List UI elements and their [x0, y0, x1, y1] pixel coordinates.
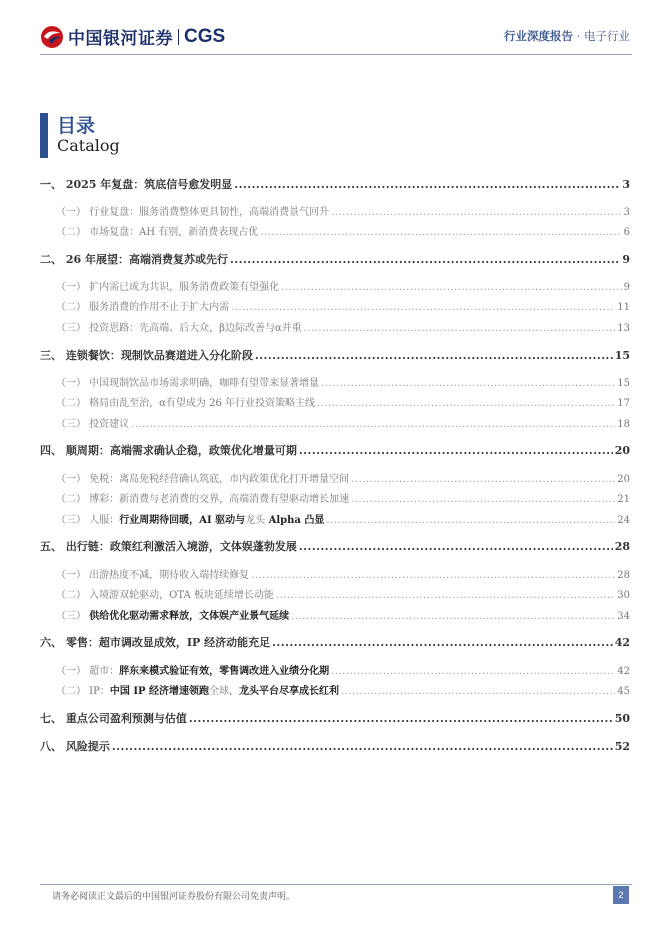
toc-leader-dots [234, 178, 620, 191]
toc-title-en: Catalog [57, 136, 120, 155]
toc-entry-label: （二） 博彩：新消费与老消费的交界，高端消费有望驱动增长加速 [56, 494, 350, 505]
toc-page-number: 13 [617, 323, 630, 334]
toc-subsection-link[interactable] [40, 511, 630, 529]
toc-page-number: 52 [614, 740, 630, 753]
toc-page-number: 42 [614, 636, 630, 649]
toc-leader-dots [321, 378, 615, 389]
industry-label: 电子行业 [584, 29, 630, 43]
toc-entry-label [56, 682, 339, 697]
logo-icon [40, 25, 64, 49]
toc-page-number: 6 [623, 227, 630, 238]
toc-entry-segment: 行业周期待回暖，AI 驱动与 [119, 515, 246, 526]
toc-leader-dots [251, 570, 615, 581]
logo-text-cn: 中国银河证券 [68, 29, 173, 49]
toc-title-cn: 目录 [57, 115, 96, 137]
toc-page-number: 28 [614, 540, 630, 553]
toc-leader-dots [281, 282, 621, 293]
toc-page-number: 50 [614, 712, 630, 725]
toc-leader-dots [299, 444, 613, 457]
toc-entry-label: 二、 26 年展望：高端消费复苏或先行 [40, 253, 228, 266]
toc-entry-label [56, 662, 329, 677]
toc-subsection-link[interactable] [40, 319, 630, 337]
toc-subsection-link[interactable] [40, 566, 630, 584]
toc-subsection-link[interactable] [40, 298, 630, 316]
toc-leader-dots [351, 474, 615, 485]
toc-entry-segment: 全球， [209, 686, 240, 697]
toc-subsection-link[interactable] [40, 490, 630, 508]
toc-entry-segment: （三） [56, 611, 90, 622]
toc-section-link[interactable] [40, 347, 630, 365]
logo-text-en: CGS [184, 25, 226, 47]
toc-subsection-link[interactable] [40, 607, 630, 625]
toc-leader-dots [341, 686, 615, 697]
toc-entry-label: 四、 顺周期：高端需求确认企稳，政策优化增量可期 [40, 444, 297, 457]
toc-page-number: 20 [617, 474, 630, 485]
toc-entry-segment: 中国 IP 经济增速领跑 [109, 686, 210, 697]
toc-section-link[interactable] [40, 634, 630, 652]
toc-entry-label [56, 511, 324, 526]
toc-leader-dots [331, 666, 615, 677]
toc-entry-label: （一） 免税：离岛免税经营确认筑底，市内政策优化打开增量空间 [56, 474, 350, 485]
toc-section-link[interactable] [40, 538, 630, 556]
toc-section-link[interactable] [40, 176, 630, 194]
toc-page-number: 15 [614, 349, 630, 362]
toc-page-number: 11 [617, 302, 630, 313]
toc-entry-label: （一） 扩内需已成为共识，服务消费政策有望强化 [56, 282, 280, 293]
toc-entry-label: （二） 服务消费的作用不止于扩大内需 [56, 302, 230, 313]
toc-subsection-link[interactable] [40, 586, 630, 604]
footer-disclaimer: 请务必阅读正文最后的中国银河证券股份有限公司免责声明。 [52, 892, 296, 902]
toc-subsection-link[interactable] [40, 470, 630, 488]
toc-page-number: 42 [617, 666, 630, 677]
toc-entry-segment: （一） 超市： [56, 666, 120, 677]
toc-entry-label: （二） 格局由乱至治，α有望成为 26 年行业投资策略主线 [56, 398, 316, 409]
toc-leader-dots [299, 540, 613, 553]
toc-leader-dots [331, 207, 621, 218]
toc-page-number: 17 [617, 398, 630, 409]
toc-entry-label: （三） 投资建议 [56, 419, 130, 430]
toc-page-number: 9 [623, 282, 630, 293]
toc-page-number: 3 [622, 178, 630, 191]
toc-entry-segment: （二） IP： [56, 686, 110, 697]
toc-page-number: 18 [617, 419, 630, 430]
toc-page-number: 45 [617, 686, 630, 697]
report-type-label: 行业深度报告 [504, 29, 574, 43]
toc-page-number: 9 [622, 253, 630, 266]
toc-leader-dots [317, 398, 615, 409]
toc-entry-segment: Alpha 凸显 [265, 515, 325, 526]
toc-entry-segment: （三） 人服： [56, 515, 120, 526]
toc-entry-segment: 龙头 [245, 515, 266, 526]
toc-entry-label: （一） 行业复盘：服务消费整体更具韧性，高端消费景气回升 [56, 207, 330, 218]
toc-leader-dots [326, 515, 615, 526]
toc-subsection-link[interactable] [40, 278, 630, 296]
toc-leader-dots [276, 590, 615, 601]
toc-leader-dots [291, 611, 615, 622]
toc-entry-label: （一） 中国现制饮品市场需求明确，咖啡有望带来显著增量 [56, 378, 320, 389]
toc-entry-segment: 供给优化驱动需求释放，文体娱产业景气延续 [89, 611, 290, 622]
toc-leader-dots [112, 740, 613, 753]
toc-section-link[interactable] [40, 442, 630, 460]
toc-entry-label: 七、 重点公司盈利预测与估值 [40, 712, 187, 725]
toc-section-link[interactable] [40, 251, 630, 269]
toc-subsection-link[interactable] [40, 203, 630, 221]
toc-subsection-link[interactable] [40, 374, 630, 392]
page-header [0, 0, 662, 70]
toc-entry-label: 一、 2025 年复盘：筑底信号愈发明显 [40, 178, 233, 191]
toc-leader-dots [230, 253, 620, 266]
toc-subsection-link[interactable] [40, 682, 630, 700]
toc-subsection-link[interactable] [40, 662, 630, 680]
toc-leader-dots [231, 302, 615, 313]
toc-leader-dots [260, 227, 621, 238]
toc-entry-label: （二） 市场复盘：AH 有别，新消费表现占优 [56, 227, 259, 238]
toc-page-number: 3 [623, 207, 630, 218]
toc-entry-label [56, 607, 289, 622]
toc-page-number: 21 [617, 494, 630, 505]
toc-subsection-link[interactable] [40, 394, 630, 412]
toc-section-link[interactable] [40, 710, 630, 728]
toc-page-number: 30 [617, 590, 630, 601]
page-number: 2 [613, 886, 629, 904]
toc-page-number: 34 [617, 611, 630, 622]
toc-entry-label: （三） 投资思路：先高端、后大众，β边际改善与α并重 [56, 323, 302, 334]
toc-subsection-link[interactable] [40, 415, 630, 433]
toc-leader-dots [131, 419, 615, 430]
toc-entry-segment: 龙头平台尽享成长红利 [239, 686, 340, 697]
toc-section-link[interactable] [40, 738, 630, 756]
logo-divider [178, 29, 179, 45]
header-separator: · [573, 29, 584, 43]
toc-entry-label: 八、 风险提示 [40, 740, 110, 753]
toc-entry-segment: 胖东来模式验证有效，零售调改进入业绩分化期 [119, 666, 330, 677]
toc-entry-label: 六、 零售：超市调改显成效，IP 经济动能充足 [40, 636, 271, 649]
report-type [504, 28, 630, 44]
company-logo [40, 24, 225, 49]
toc-leader-dots [272, 636, 613, 649]
toc-page-number: 15 [617, 378, 630, 389]
toc-leader-dots [189, 712, 613, 725]
toc-subsection-link[interactable] [40, 223, 630, 241]
footer-divider [40, 884, 632, 885]
toc-entry-label: 三、 连锁餐饮：现制饮品赛道进入分化阶段 [40, 349, 253, 362]
toc-leader-dots [255, 349, 613, 362]
toc-page-number: 24 [617, 515, 630, 526]
toc-entry-label: （二） 入境游双轮驱动，OTA 板块延续增长动能 [56, 590, 274, 601]
toc-entry-label: （一） 出游热度不减，期待收入端持续修复 [56, 570, 250, 581]
header-divider [40, 54, 632, 55]
toc-leader-dots [304, 323, 616, 334]
toc-entry-label: 五、 出行链：政策红利激活入境游，文体娱蓬勃发展 [40, 540, 297, 553]
toc-page-number: 20 [614, 444, 630, 457]
toc-page-number: 28 [617, 570, 630, 581]
title-accent-bar [40, 113, 48, 158]
toc-leader-dots [351, 494, 615, 505]
